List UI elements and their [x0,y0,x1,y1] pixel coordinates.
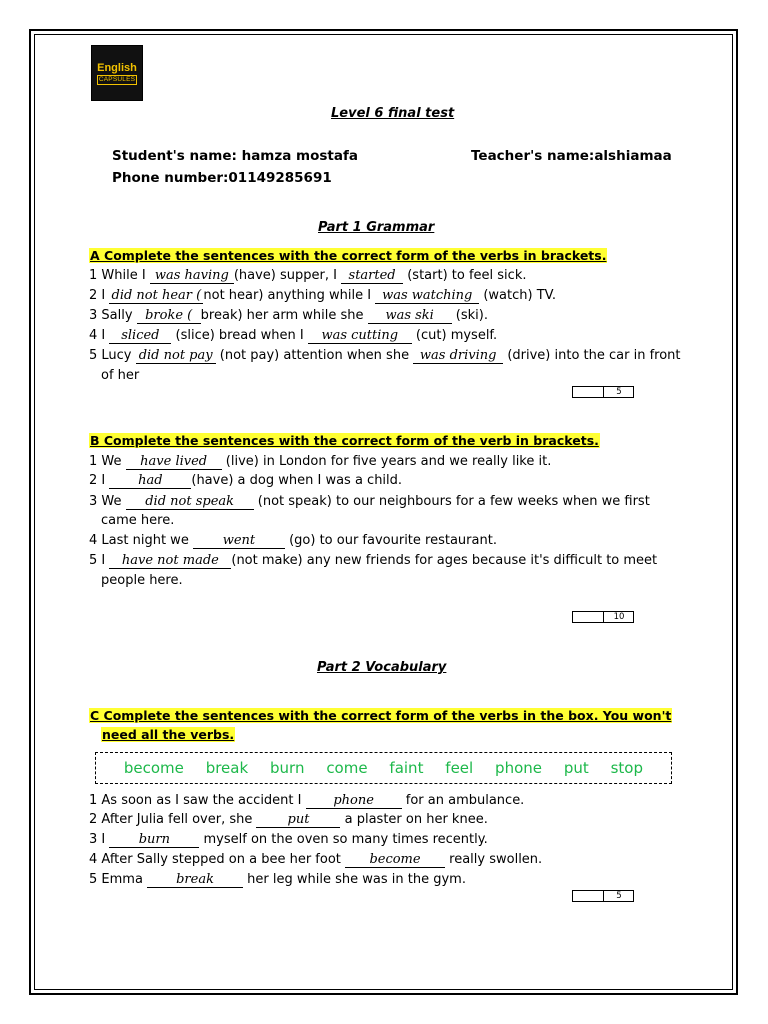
word-option: feel [445,759,474,777]
list-item: 2 After Julia fell over, she put a plaster on her knee. [89,812,488,827]
answer-field[interactable]: was driving [413,348,503,364]
list-item: 3 I burn myself on the oven so many times recently. [89,832,488,847]
word-box [95,752,672,784]
word-option: become [123,759,184,777]
list-item: 1 We have lived (live) in London for five years and we really like it. [89,454,552,469]
answer-field[interactable]: had [109,473,191,489]
list-item-continuation: people here. [101,573,183,588]
answer-field[interactable]: burn [109,832,199,848]
answer-field[interactable]: have not made [109,553,231,569]
part2-heading: Part 2 Vocabulary [317,660,447,675]
section-a-instruction: A Complete the sentences with the correct form of the verbs in brackets. [90,248,607,263]
answer-field[interactable]: did not pay [136,348,216,364]
score-box [572,890,634,902]
answer-field[interactable]: was ski [368,308,452,324]
list-item: 4 Last night we went (go) to our favourite restaurant. [89,533,497,548]
answer-field[interactable]: become [345,852,445,868]
list-item: 2 I did not hear ( not hear) anything while I was watching (watch) TV. [89,288,556,303]
answer-field[interactable]: was watching [375,288,479,304]
score-value: 10 [613,612,625,622]
list-item: 3 We did not speak (not speak) to our neighbours for a few weeks when we first [89,494,650,509]
answer-field[interactable]: sliced [109,328,171,344]
word-option: burn [270,759,305,777]
student-name: Student's name: hamza mostafa [112,148,358,164]
answer-field[interactable]: did not hear ( [109,288,203,304]
part1-heading: Part 1 Grammar [318,220,435,235]
test-title: Level 6 final test [331,106,455,121]
answer-field[interactable]: started [341,268,403,284]
word-option: put [563,759,589,777]
list-item: 1 While I was having (have) supper, I started (start) to feel sick. [89,268,527,283]
answer-field[interactable]: have lived [126,454,222,470]
score-box [572,386,634,398]
word-option: come [326,759,368,777]
score-value: 5 [616,891,622,901]
list-item: 5 Emma break her leg while she was in the gym. [89,872,466,887]
list-item: 5 Lucy did not pay (not pay) attention when she was driving (drive) into the car in front [89,348,681,363]
list-item: 4 I sliced (slice) bread when I was cutting (cut) myself. [89,328,498,343]
score-value: 5 [616,387,622,397]
answer-field[interactable]: break [147,872,243,888]
word-option: break [205,759,249,777]
answer-field[interactable]: broke ( [137,308,201,324]
answer-field[interactable]: did not speak [126,494,254,510]
english-capsules-logo: English CAPSULES [91,45,143,101]
list-item-continuation: of her [101,368,140,383]
section-c-instruction-cont: need all the verbs. [102,727,235,742]
word-option: faint [389,759,424,777]
score-box [572,611,634,623]
list-item: 2 I had (have) a dog when I was a child. [89,473,403,488]
list-item: 5 I have not made (not make) any new friends for ages because it's difficult to meet [89,553,658,568]
word-option: stop [610,759,644,777]
answer-field[interactable]: phone [306,793,402,809]
answer-field[interactable]: was cutting [308,328,412,344]
answer-field[interactable]: went [193,533,285,549]
phone-number: Phone number:01149285691 [112,170,332,186]
section-b-instruction: B Complete the sentences with the correct form of the verb in brackets. [90,433,599,448]
list-item: 1 As soon as I saw the accident I phone for an ambulance. [89,793,525,808]
answer-field[interactable]: put [256,812,340,828]
section-c-instruction: C Complete the sentences with the correct form of the verbs in the box. You won't [90,708,672,723]
list-item: 4 After Sally stepped on a bee her foot become really swollen. [89,852,543,867]
answer-field[interactable]: was having [150,268,234,284]
list-item-continuation: came here. [101,513,175,528]
list-item: 3 Sally broke ( break) her arm while she was ski (ski). [89,308,488,323]
teacher-name: Teacher's name:alshiamaa [471,148,672,164]
word-option: phone [495,759,542,777]
